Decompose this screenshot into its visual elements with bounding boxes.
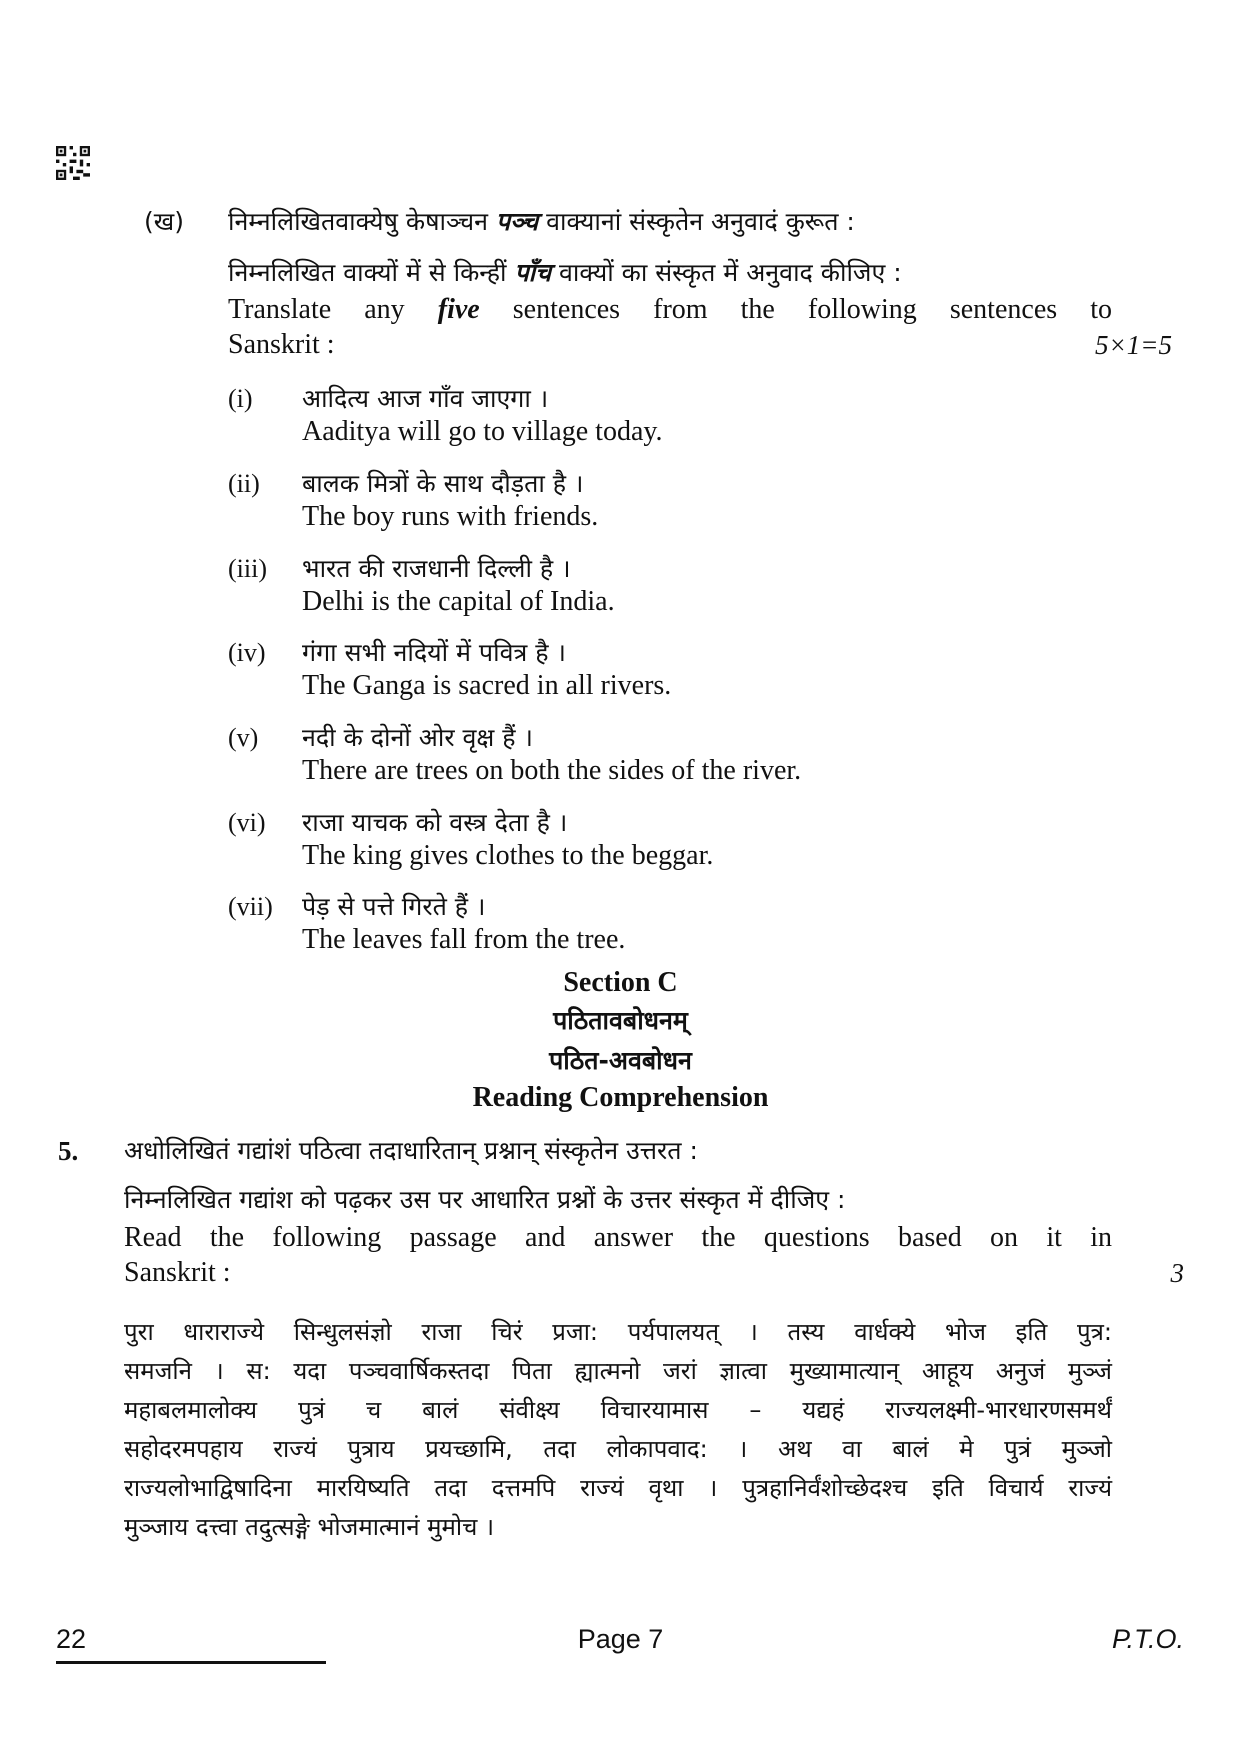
item-english: The boy runs with friends. [302, 501, 599, 532]
paper-code: 22 [56, 1624, 87, 1654]
section-title-sanskrit: पठितावबोधनम् [553, 1006, 688, 1035]
passage-line: महाबलमालोक्य पुत्रं च बालं संवीक्ष्य विचारयामास – यद्यहं राज्यलक्ष्मी-भारधारणसमर्थं [124, 1396, 1112, 1424]
part-b-marks: 5×1=5 [1095, 330, 1172, 360]
item-hindi: पेड़ से पत्ते गिरते हैं । [302, 892, 486, 921]
item-hindi: भारत की राजधानी दिल्ली है । [302, 554, 571, 583]
qr-code-icon [56, 146, 90, 180]
part-b-instruction-english-line2: Sanskrit : [228, 329, 335, 360]
part-b-instruction-english: Translate any five sentences from the following sentences to [228, 294, 1112, 325]
item-english: There are trees on both the sides of the river. [302, 755, 802, 786]
q5-instruction-english-line2: Sanskrit : [124, 1257, 231, 1288]
q5-marks: 3 [1170, 1258, 1184, 1288]
item-english: Delhi is the capital of India. [302, 586, 615, 617]
item-number: (vii) [228, 892, 273, 921]
passage-line: सहोदरमपहाय राज्यं पुत्राय प्रयच्छामि, तदा लोकापवाद: । अथ वा बालं मे पुत्रं मुञ्जो [124, 1435, 1112, 1463]
q5-instruction-hindi: निम्नलिखित गद्यांश को पढ़कर उस पर आधारित प्रश्नों के उत्तर संस्कृत में दीजिए : [124, 1185, 846, 1214]
item-number: (i) [228, 384, 253, 413]
item-number: (ii) [228, 469, 260, 498]
item-hindi: नदी के दोनों ओर वृक्ष हैं । [302, 723, 533, 752]
passage-line: पुरा धाराराज्ये सिन्धुलसंज्ञो राजा चिरं प्रजा: पर्यपालयत् । तस्य वार्धक्ये भोज इति पुत्र: [124, 1318, 1112, 1346]
item-number: (v) [228, 723, 259, 752]
item-english: The king gives clothes to the beggar. [302, 840, 714, 871]
item-english: The Ganga is sacred in all rivers. [302, 670, 672, 701]
item-english: Aaditya will go to village today. [302, 416, 663, 447]
item-number: (iii) [228, 554, 267, 583]
item-hindi: आदित्य आज गाँव जाएगा । [302, 384, 549, 413]
q5-instruction-english: Read the following passage and answer the questions based on it in [124, 1222, 1112, 1253]
section-title-english: Reading Comprehension [472, 1082, 769, 1113]
part-b-instruction-hindi: निम्नलिखित वाक्यों में से किन्हीं पाँच वाक्यों का संस्कृत में अनुवाद कीजिए : [228, 258, 902, 287]
item-hindi: बालक मित्रों के साथ दौड़ता है । [302, 469, 584, 498]
part-b-instruction-sanskrit: निम्नलिखितवाक्येषु केषाञ्चन पञ्च वाक्यानां संस्कृतेन अनुवादं कुरूत : [228, 207, 855, 236]
pto-label: P.T.O. [1111, 1624, 1184, 1654]
section-title: Section C [563, 967, 678, 998]
passage-line: मुञ्जाय दत्त्वा तदुत्सङ्गे भोजमात्मानं मुमोच । [124, 1513, 495, 1541]
passage-line: समजनि । स: यदा पञ्चवार्षिकस्तदा पिता ह्यात्मनो जरां ज्ञात्वा मुख्यामात्यान् आहूय अनुजं मुञ्जं [124, 1357, 1112, 1385]
item-english: The leaves fall from the tree. [302, 924, 626, 955]
section-title-hindi: पठित-अवबोधन [549, 1046, 692, 1075]
item-number: (vi) [228, 808, 266, 837]
page-number: Page 7 [577, 1624, 664, 1654]
passage-line: राज्यलोभाद्विषादिना मारयिष्यति तदा दत्तमपि राज्यं वृथा । पुत्रहानिर्वंशोच्छेदश्च इति विचार्य राज्यं [124, 1474, 1112, 1502]
item-hindi: राजा याचक को वस्त्र देता है । [302, 808, 568, 837]
q5-instruction-sanskrit: अधोलिखितं गद्यांशं पठित्वा तदाधारितान् प्रश्नान् संस्कृतेन उत्तरत : [124, 1136, 698, 1165]
item-hindi: गंगा सभी नदियों में पवित्र है । [302, 638, 566, 667]
footer-rule [56, 1661, 326, 1664]
question-number: 5. [58, 1136, 79, 1166]
item-number: (iv) [228, 638, 266, 667]
part-b-label: (ख) [144, 207, 184, 236]
